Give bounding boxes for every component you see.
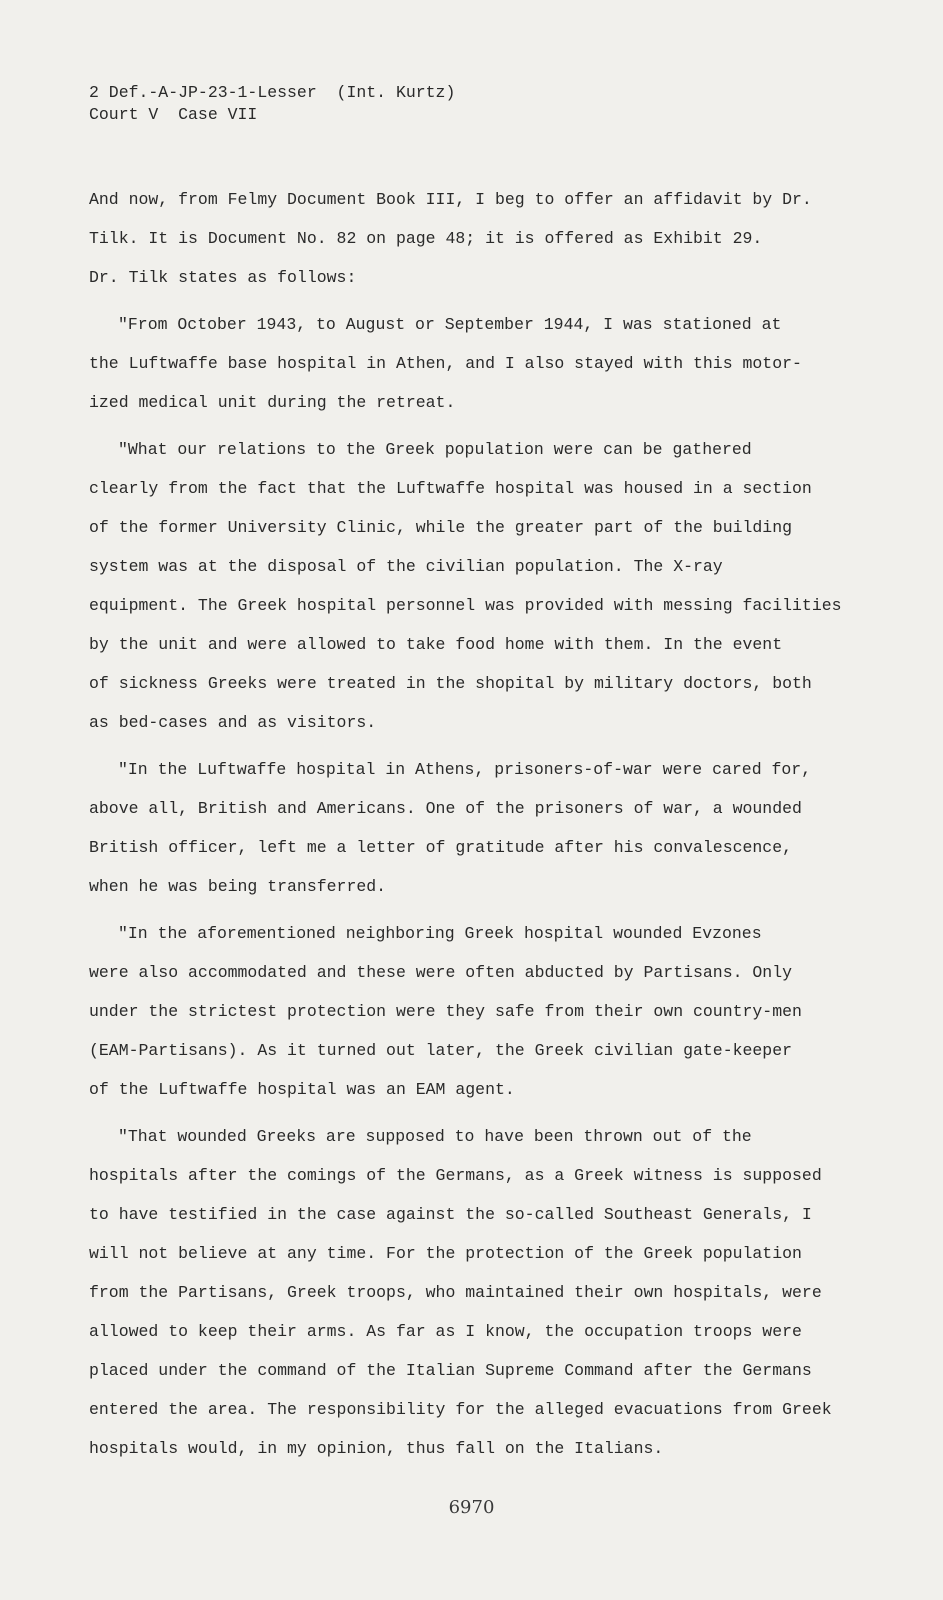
paragraph-relations: "What our relations to the Greek population were can be gathered clearly from the fact that the Luftwaffe hospital was housed in a section of the former University Clinic, while the greater part of the building system was at the disposal of the civilian population. The X-ray equipment. The Greek hospital personnel was provided with messing facilities by the unit and were allowed to take food home with them. In the event of sickness Greeks were treated in the shopital by military doctors, both as bed-cases and as visitors. xyxy=(89,440,842,732)
paragraph-wounded-greeks: "That wounded Greeks are supposed to have been thrown out of the hospitals after the comings of the Germans, as a Greek witness is supposed to have testified in the case against the so-called Southeast Generals, I will not believe at any time. For the protection of the Greek population from the Partisans, Greek troops, who maintained their own hospitals, were allowed to keep their arms. As far as I know, the occupation troops were placed under the command of the Italian Supreme Command after the Germans entered the area. The responsibility for the alleged evacuations from Greek hospitals would, in my opinion, thus fall on the Italians. xyxy=(89,1127,832,1458)
intro-paragraph: And now, from Felmy Document Book III, I beg to offer an affidavit by Dr. Tilk. It is Document No. 82 on page 48; it is offered as Exhibit 29. Dr. Tilk states as follows: xyxy=(89,190,812,287)
paragraph-evzones: "In the aforementioned neighboring Greek hospital wounded Evzones were also accommodated and these were often abducted by Partisans. Only under the strictest protection were they safe from their own country-men (EAM-Partisans). As it turned out later, the Greek civilian gate-keeper of the Luftwaffe hospital was an EAM agent. xyxy=(89,924,802,1099)
paragraph-prisoners: "In the Luftwaffe hospital in Athens, prisoners-of-war were cared for, above all, British and Americans. One of the prisoners of war, a wounded British officer, left me a letter of gratitude after his convalescence, when he was being transferred. xyxy=(89,760,812,896)
document-header xyxy=(89,82,455,126)
document-body xyxy=(89,180,889,1476)
paragraph-stationed: "From October 1943, to August or September 1944, I was stationed at the Luftwaffe base hospital in Athen, and I also stayed with this motor- ized medical unit during the retreat. xyxy=(89,315,802,412)
page-number: 6970 xyxy=(448,1497,495,1518)
header-reference: 2 Def.-A-JP-23-1-Lesser (Int. Kurtz) xyxy=(89,83,456,102)
header-court-case: Court V Case VII xyxy=(89,105,258,124)
